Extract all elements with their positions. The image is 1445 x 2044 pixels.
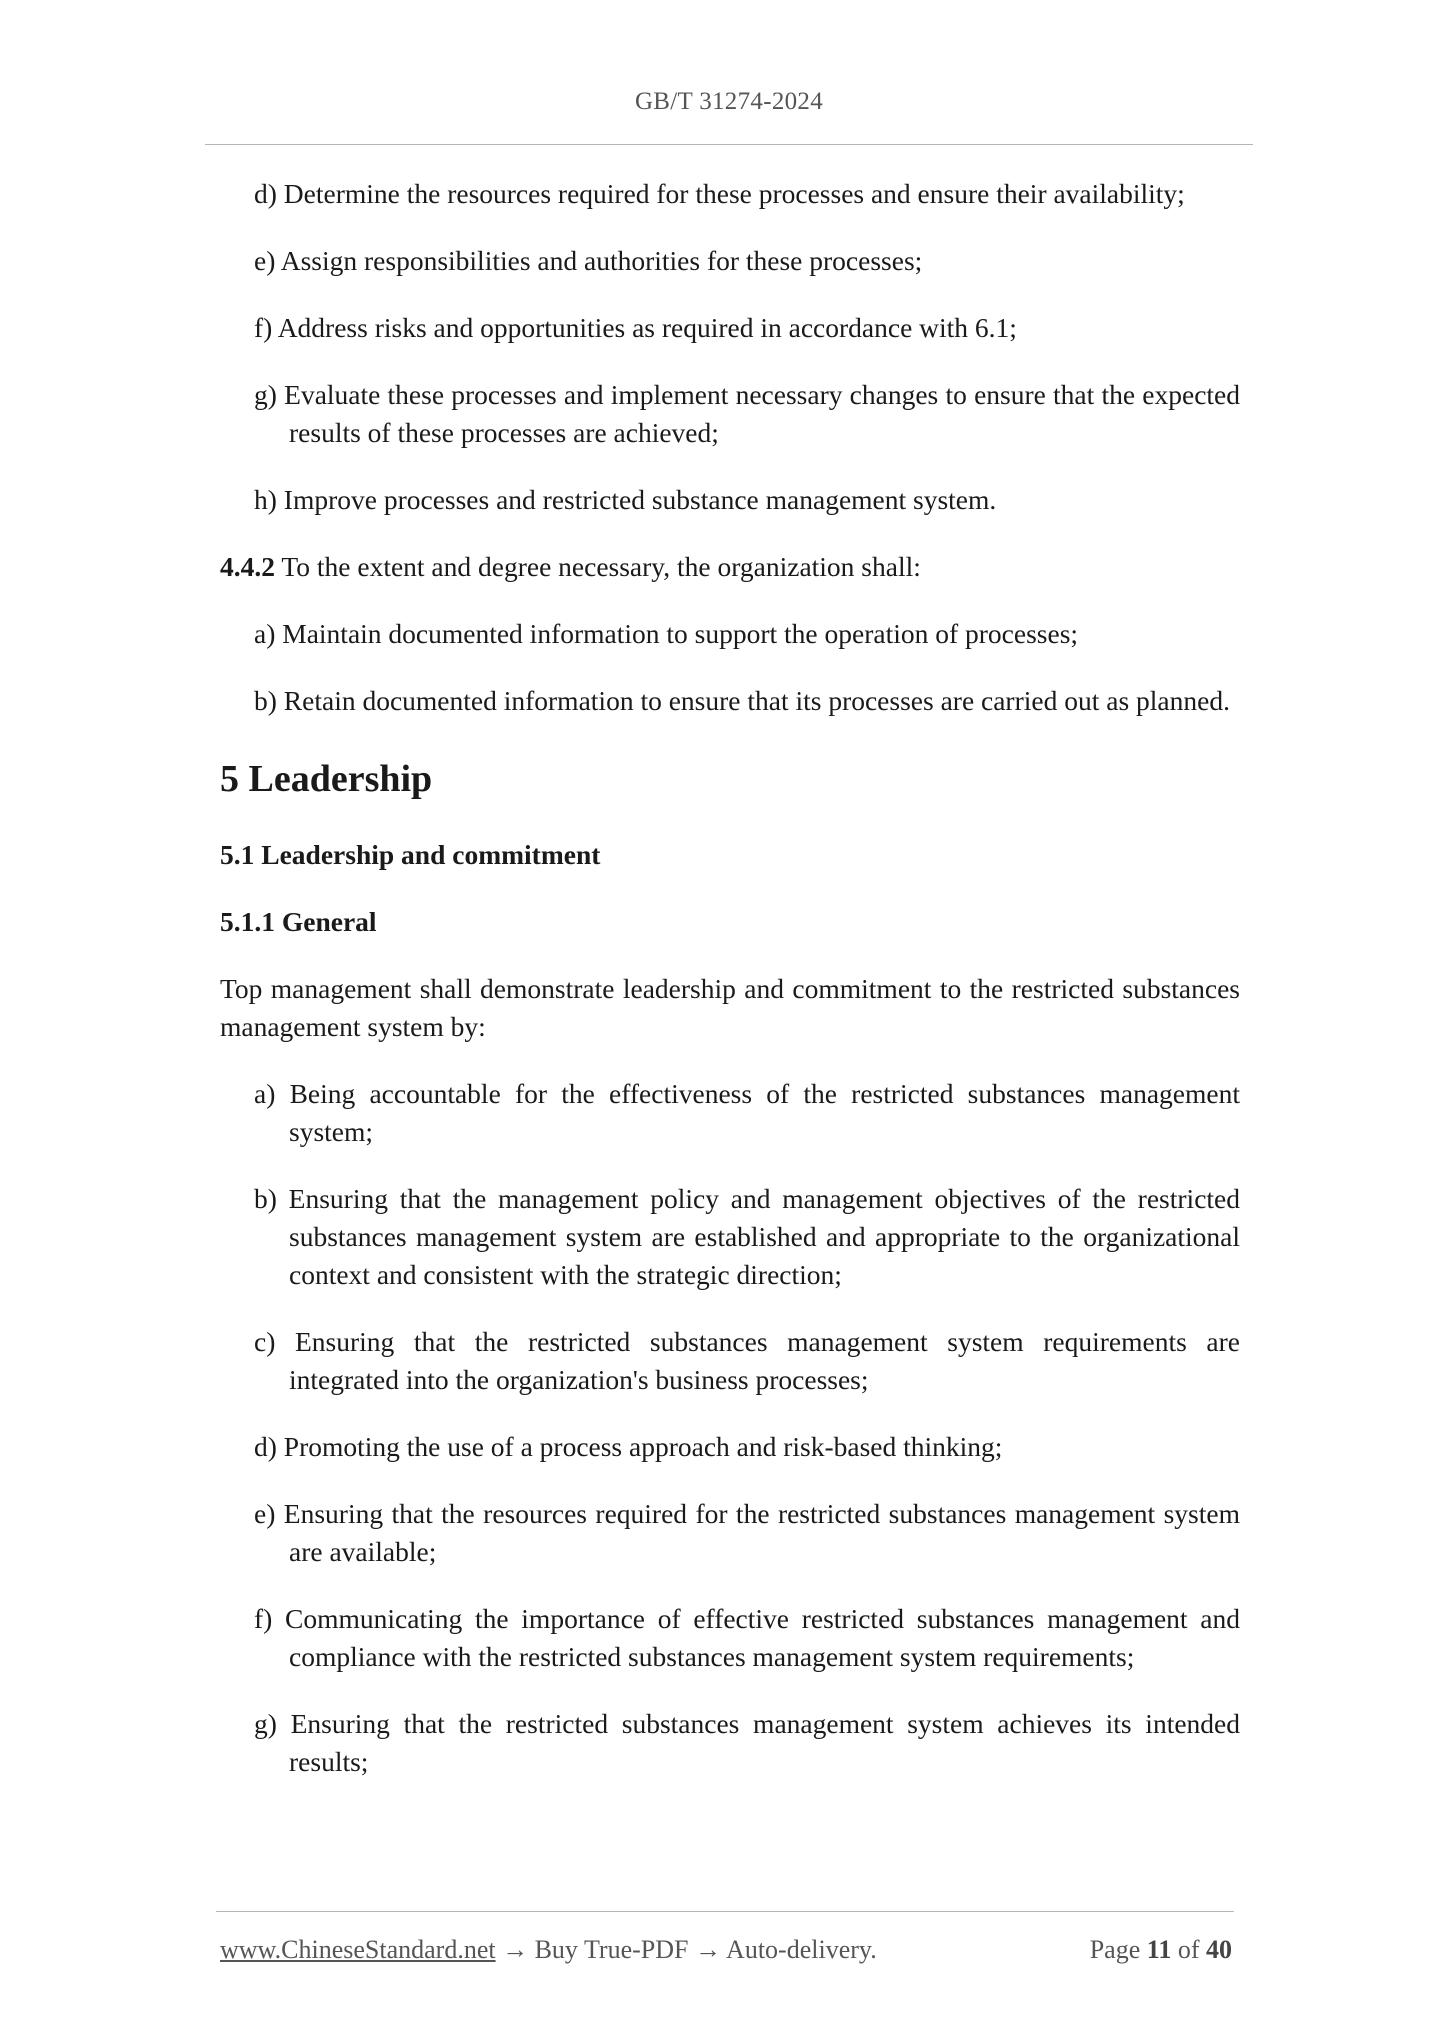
item-text: Ensuring that the resources required for the restricted substances management system are available; [283,1498,1240,1567]
item-label: a) [254,1078,276,1109]
item-label: a) [254,618,276,649]
item-text: Address risks and opportunities as required in accordance with 6.1; [277,312,1017,343]
list-item [254,1705,1240,1781]
list-item [254,1323,1240,1399]
page-header [205,88,1253,145]
item-label: f) [254,1603,273,1634]
item-text: Ensuring that the restricted substances management system requirements are integrated into the organization's business processes; [289,1326,1241,1395]
item-text: Ensuring that the management policy and management objectives of the restricted substances management system are established and appropriate to the organizational context and consistent with the strategic direction; [288,1183,1240,1290]
list-item [254,615,1240,653]
item-label: b) [254,685,277,716]
footer-promo [220,1932,877,1968]
list-item [254,682,1240,720]
subsection-heading: 5.1 Leadership and commitment [220,839,601,870]
website-link[interactable]: www.ChineseStandard.net [220,1935,496,1964]
item-label: e) [254,1498,276,1529]
item-text: Ensuring that the restricted substances management system achieves its intended results; [289,1708,1241,1777]
item-text: Determine the resources required for these processes and ensure their availability; [283,178,1185,209]
list-item [254,1075,1240,1151]
section-heading: 5 Leadership [220,758,433,800]
item-text: Improve processes and restricted substance management system. [283,484,997,515]
item-text: Communicating the importance of effective restricted substances management and compliance with the restricted substances management system requirements; [285,1603,1240,1672]
item-text: Maintain documented information to support the operation of processes; [282,618,1079,649]
footer-divider [216,1911,1234,1912]
footer-promo-text: → Buy True-PDF → Auto-delivery. [495,1935,877,1964]
current-page: 11 [1146,1935,1172,1964]
item-label: g) [254,379,277,410]
document-id: GB/T 31274-2024 [634,88,824,115]
page-number [1090,1932,1232,1968]
item-label: f) [254,312,273,343]
list-item [254,376,1240,452]
list-item [254,481,1240,519]
item-label: h) [254,484,277,515]
clause-text: To the extent and degree necessary, the organization shall: [281,551,921,582]
item-label: e) [254,245,276,276]
clause-number: 4.4.2 [220,551,275,582]
list-item [254,1495,1240,1571]
page-word: Page [1089,1935,1141,1964]
list-item [254,309,1240,347]
page-content [220,175,1240,1810]
item-text: Promoting the use of a process approach and risk-based thinking; [283,1431,1003,1462]
of-word: of [1177,1935,1200,1964]
item-label: d) [254,1431,277,1462]
list-item [254,1180,1240,1294]
item-label: b) [254,1183,277,1214]
item-label: c) [254,1326,276,1357]
item-text: Evaluate these processes and implement necessary changes to ensure that the expected results of these processes are achieved; [284,379,1241,448]
item-text: Being accountable for the effectiveness of the restricted substances management system; [289,1078,1240,1147]
list-item [254,242,1240,280]
item-label: g) [254,1708,277,1739]
item-label: d) [254,178,277,209]
total-pages: 40 [1206,1935,1232,1964]
list-item [254,1600,1240,1676]
list-item [254,175,1240,213]
subsubsection-heading: 5.1.1 General [220,906,377,937]
clause-paragraph [220,548,1240,586]
item-text: Assign responsibilities and authorities for these processes; [280,245,923,276]
list-item [254,1428,1240,1466]
item-text: Retain documented information to ensure that its processes are carried out as planned. [283,685,1230,716]
intro-paragraph: Top management shall demonstrate leadership and commitment to the restricted substances management system by: [220,973,1240,1042]
